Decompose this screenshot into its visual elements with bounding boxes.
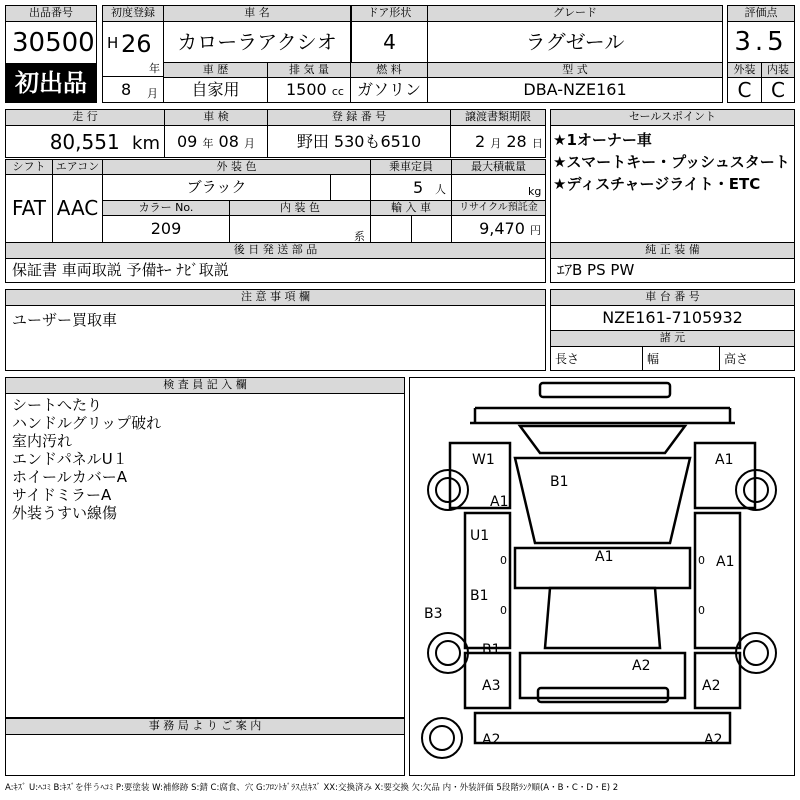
car-name: カローラアクシオ	[163, 21, 351, 63]
rear-bumper	[475, 713, 730, 743]
hood	[515, 458, 690, 543]
cc-unit: cc	[331, 85, 344, 98]
notes-label: 注 意 事 項 欄	[5, 289, 546, 306]
mark-b1-rear-left: B1	[482, 642, 501, 658]
first-listing-badge: 初出品	[5, 63, 97, 103]
windshield	[520, 426, 685, 453]
inspection-year: 09	[177, 132, 198, 151]
spare-wheel	[422, 718, 462, 758]
recycle-label: リサイクル預託金	[451, 200, 546, 216]
aircon-label: エアコン	[52, 159, 103, 175]
rear-lamp-bar	[538, 688, 668, 702]
plate: 野田 530も6510	[267, 125, 451, 158]
first-reg-year: 26	[121, 30, 152, 58]
mark-a2-rear: A2	[632, 658, 651, 674]
sales-point: ★スマートキー・プッシュスタート	[553, 153, 790, 171]
inspector-line: サイドミラーA	[12, 486, 112, 504]
equipment-items: ｴｱB PS PW	[550, 258, 795, 283]
exterior-grade: C	[727, 77, 762, 103]
sales-point: ★1オーナー車	[553, 131, 652, 149]
score: 3.5	[727, 21, 795, 63]
right-rear-wheel-inner	[744, 641, 768, 665]
left-front-wheel	[428, 470, 468, 510]
capacity-cell	[370, 174, 452, 201]
mileage-cell	[5, 125, 165, 158]
spare-wheel-inner	[430, 726, 454, 750]
ext-color-extra	[330, 174, 371, 201]
inspection-label: 車 検	[164, 109, 268, 126]
history-label: 車 歴	[163, 62, 268, 78]
inspection-month-unit: 月	[244, 137, 255, 150]
inspection-cell	[164, 125, 268, 158]
specs-label: 諸 元	[550, 330, 795, 347]
history: 自家用	[163, 77, 268, 103]
inspector-line: エンドパネルU１	[12, 450, 128, 468]
mark-a1-right: A1	[716, 554, 735, 570]
left-rear-wheel-inner	[436, 641, 460, 665]
displacement: 1500	[286, 80, 327, 99]
first-reg-month: 8	[121, 80, 132, 99]
delivery-label: 後 日 発 送 部 品	[5, 242, 546, 259]
front-bumper-top	[540, 383, 670, 397]
mileage: 80,551	[49, 130, 120, 154]
int-color-label: 内 装 色	[229, 200, 371, 216]
left-front-wheel-inner	[436, 478, 460, 502]
mark-u1: U1	[470, 528, 490, 544]
inspector-line: ハンドルグリップ破れ	[12, 414, 162, 432]
mileage-label: 走 行	[5, 109, 165, 126]
grade: ラグゼール	[427, 21, 723, 63]
ext-color: ブラック	[102, 174, 331, 201]
mark-a1-fr: A1	[715, 452, 734, 468]
grade-label: グレード	[427, 5, 723, 22]
capacity: 5	[413, 178, 424, 197]
transfer-day: 28	[506, 132, 527, 151]
score-label: 評価点	[727, 5, 795, 22]
chassis-number: NZE161-7105932	[550, 305, 795, 331]
length-label: 長さ	[550, 346, 643, 371]
int-color-cell	[229, 215, 371, 243]
recycle-cell	[451, 215, 546, 243]
first-reg-month-cell	[102, 76, 164, 103]
load-unit: kg	[528, 185, 542, 198]
chassis-label: 車 台 番 号	[550, 289, 795, 306]
mark-b3: B3	[424, 606, 443, 622]
model-code: DBA-NZE161	[427, 77, 723, 103]
inspection-year-unit: 年	[202, 137, 214, 150]
car-name-label: 車 名	[163, 5, 351, 22]
import-cell-a	[370, 215, 412, 243]
color-no-label: カラー No.	[102, 200, 230, 216]
height-label: 高さ	[719, 346, 795, 371]
mark-b1-left: B1	[470, 588, 489, 604]
transfer-month-unit: 月	[490, 137, 502, 150]
front-bumper	[470, 408, 735, 423]
load-cell	[451, 174, 546, 201]
rear-window	[545, 588, 660, 648]
color-no: 209	[102, 215, 230, 243]
mark-b1-roof: B1	[550, 474, 569, 490]
mark-zero: 0	[698, 554, 705, 567]
car-outline-svg	[410, 378, 794, 775]
width-label: 幅	[642, 346, 720, 371]
displacement-cell	[267, 77, 351, 103]
shift: FAT	[5, 174, 53, 243]
mark-a2-br: A2	[704, 732, 723, 748]
mark-a2-right: A2	[702, 678, 721, 694]
mark-a1-center: A1	[595, 549, 614, 565]
int-color-unit: 系	[354, 230, 365, 243]
recycle-fee: 9,470	[479, 219, 525, 238]
lot-label: 出品番号	[5, 5, 97, 22]
office-notes	[5, 734, 405, 776]
equipment-label: 純 正 装 備	[550, 242, 795, 259]
delivery-items: 保証書 車両取説 予備ｷｰ ﾅﾋﾞ取説	[5, 258, 546, 283]
inspector-line: 室内汚れ	[12, 432, 73, 450]
left-rear-wheel	[428, 633, 468, 673]
legend: A:ｷｽﾞ U:ﾍｺﾐ B:ｷｽﾞを伴うﾍｺﾐ P:要塗装 W:補修跡 S:錆 C:腐食、穴 G:ﾌﾛﾝﾄｶﾞﾗｽ点ｷｽﾞ XX:交換済み X:要交換 欠:欠品 内・外装評価 5段階ﾗﾝｸ順(A・B・C・D・E) 2	[5, 783, 619, 793]
transfer-day-unit: 日	[531, 137, 543, 150]
fuel-label: 燃 料	[350, 62, 428, 78]
inspector-line: ホイールカバーA	[12, 468, 127, 486]
notes-text: ユーザー買取車	[5, 305, 546, 371]
capacity-unit: 人	[435, 183, 446, 196]
mark-a1-hood: A1	[490, 494, 509, 510]
trunk	[520, 653, 685, 698]
mark-a2-bl: A2	[482, 732, 501, 748]
recycle-unit: 円	[530, 224, 541, 237]
displacement-label: 排 気 量	[267, 62, 351, 78]
exterior-label: 外装	[727, 62, 762, 78]
aircon: AAC	[52, 174, 103, 243]
inspector-notes	[5, 393, 405, 718]
year-unit: 年	[149, 62, 160, 75]
doors: 4	[351, 21, 428, 63]
shift-label: シフト	[5, 159, 53, 175]
lot-number: 30500	[5, 21, 97, 64]
mileage-unit: km	[132, 133, 160, 154]
right-rear-wheel	[736, 633, 776, 673]
office-label: 事 務 局 よ り ご 案 内	[5, 718, 405, 735]
import-label: 輸 入 車	[370, 200, 452, 216]
right-doors	[695, 513, 740, 648]
inspector-line: 外装うすい線傷	[12, 504, 118, 522]
first-reg-label: 初度登録	[102, 5, 164, 22]
mark-a3: A3	[482, 678, 501, 694]
inspector-label: 検 査 員 記 入 欄	[5, 377, 405, 394]
inspector-line: シートへたり	[12, 396, 103, 414]
damage-diagram	[409, 377, 795, 776]
first-reg-year-cell	[102, 21, 164, 77]
mark-zero: 0	[698, 604, 705, 617]
transfer-cell	[450, 125, 546, 158]
transfer-month: 2	[475, 132, 486, 151]
fuel: ガソリン	[350, 77, 428, 103]
era-letter: H	[107, 34, 119, 52]
mark-zero: 0	[500, 604, 507, 617]
load-label: 最大積載量	[451, 159, 546, 175]
door-label: ドア形状	[351, 5, 428, 22]
plate-label: 登 録 番 号	[267, 109, 451, 126]
capacity-label: 乗車定員	[370, 159, 452, 175]
interior-grade: C	[761, 77, 795, 103]
sales-points	[550, 125, 795, 243]
transfer-label: 譲渡書類期限	[450, 109, 546, 126]
interior-label: 内装	[761, 62, 795, 78]
inspection-month: 08	[218, 132, 239, 151]
ext-color-label: 外 装 色	[102, 159, 371, 175]
model-label: 型 式	[427, 62, 723, 78]
import-cell-b	[411, 215, 452, 243]
mark-zero: 0	[500, 554, 507, 567]
sales-point: ★ディスチャージライト・ETC	[553, 175, 761, 193]
sales-points-label: セールスポイント	[550, 109, 795, 126]
mark-w1: W1	[472, 452, 495, 468]
month-unit: 月	[147, 87, 158, 100]
